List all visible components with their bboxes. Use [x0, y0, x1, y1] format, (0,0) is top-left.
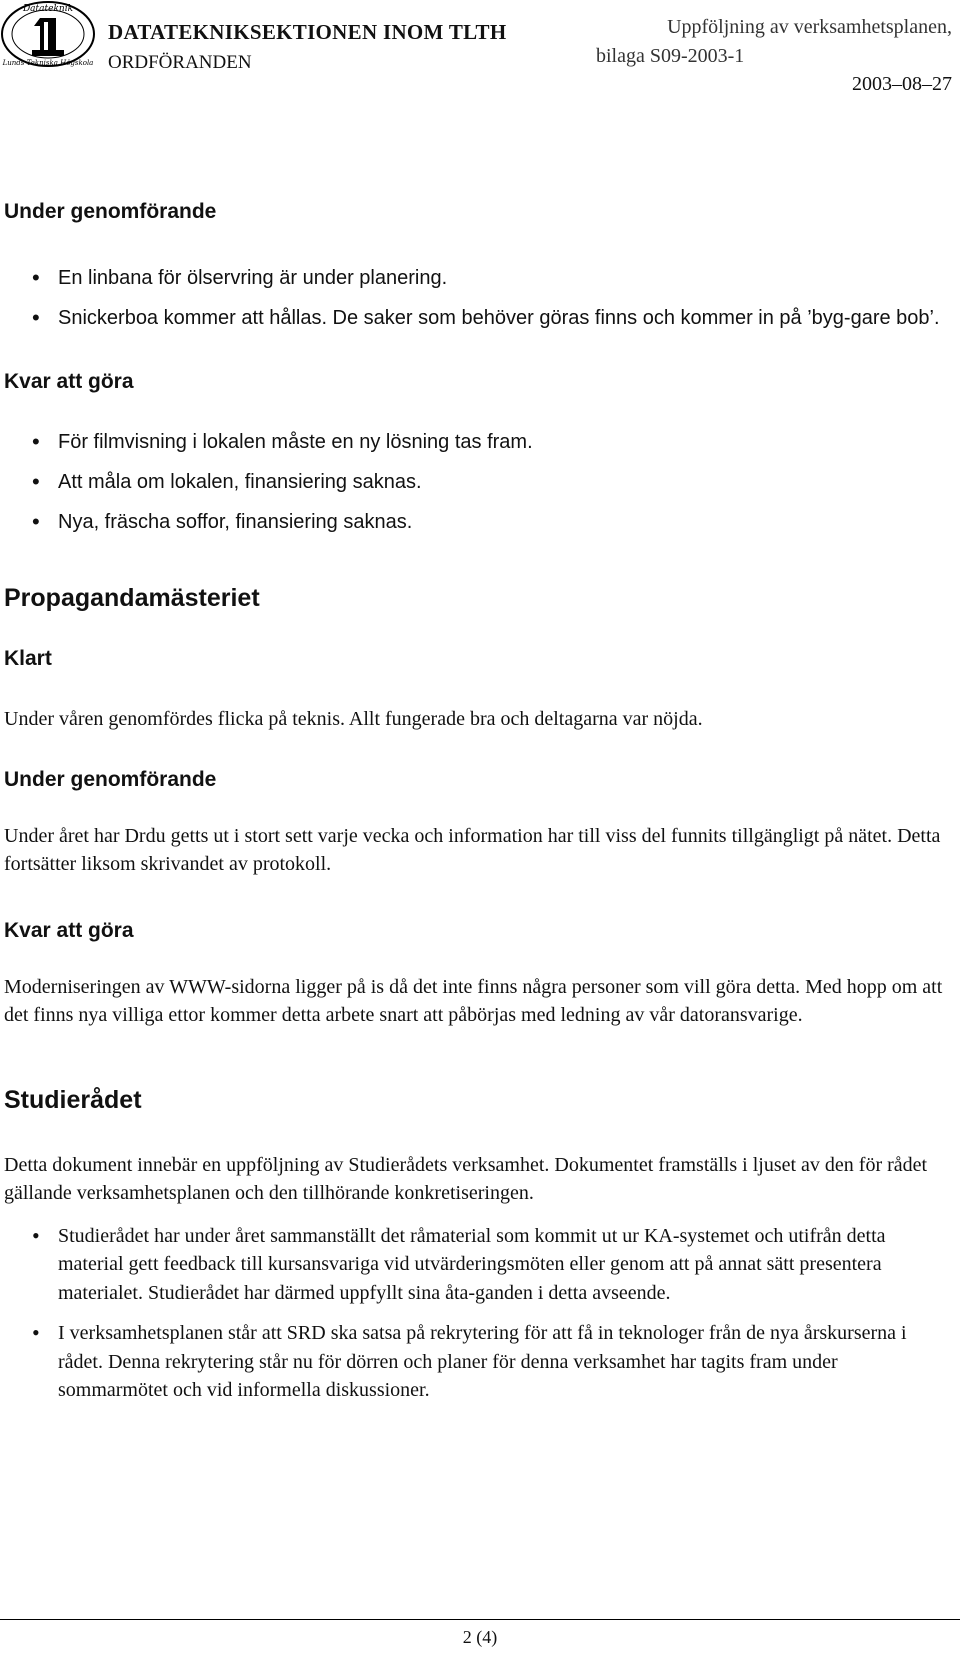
section-heading: Under genomförande	[4, 200, 217, 223]
page-number: 2 (4)	[462, 1627, 498, 1647]
section-heading: Kvar att göra	[4, 370, 134, 393]
list-item: • Att måla om lokalen, finansiering saknas.	[4, 468, 952, 496]
paragraph: Under våren genomfördes flicka på teknis. Allt fungerade bra och deltagarna var nöjda.	[4, 708, 703, 730]
list-item: • En linbana för ölservring är under planering.	[4, 264, 952, 292]
document-body	[4, 200, 952, 1405]
document-title: Uppföljning av verksamhetsplanen,	[667, 16, 952, 38]
list-item: • Snickerboa kommer att hållas. De saker som behöver göras finns och kommer in på ’byg-gare bob’.	[4, 304, 952, 332]
bullet-list	[4, 428, 952, 536]
datateknik-logo-seal	[0, 0, 96, 68]
section-heading: Kvar att göra	[4, 918, 134, 942]
paragraph: Moderniseringen av WWW-sidorna ligger på is då det inte finns några personer som vill göra detta. Med hopp om att det finns nya villiga ettor kommer detta arbete snart att påbörjas med ledning av vår datoransvarige.	[4, 975, 943, 1026]
section-heading: Klart	[4, 647, 52, 670]
list-item: • Studierådet har under året sammanställt det råmaterial som kommit ut ur KA-systemet och utifrån detta material gett feedback till kursansvariga vid utvärderingsmöten eller genom att på annat sätt presentera materialet. Studierådet har därmed uppfyllt sina åta-ganden i detta avseende.	[4, 1222, 952, 1308]
bullet-list	[4, 264, 952, 332]
bullet-list	[4, 1222, 952, 1405]
svg-text:Lunds Tekniska Högskola: Lunds Tekniska Högskola	[2, 59, 94, 67]
section-title: Propagandamästeriet	[4, 584, 260, 612]
list-item: • Nya, fräscha soffor, finansiering saknas.	[4, 508, 952, 536]
paragraph: Under året har Drdu getts ut i stort sett varje vecka och information har till viss del funnits tillgängligt på nätet. Detta fortsätter liksom skrivandet av protokoll.	[4, 824, 941, 875]
svg-text:Datateknik: Datateknik	[22, 4, 74, 14]
section-heading: Under genomförande	[4, 767, 217, 791]
document-date: 2003–08–27	[852, 73, 952, 95]
footer-rule	[0, 1619, 960, 1620]
document-attachment-id: bilaga S09-2003-1	[596, 45, 745, 67]
section-title: Studierådet	[4, 1085, 142, 1114]
paragraph: Detta dokument innebär en uppföljning av Studierådets verksamhet. Dokumentet framställs i ljuset av den för rådet gällande verksamhetsplanen och den tillhörande konkretiseringen.	[4, 1153, 928, 1204]
list-item: • För filmvisning i lokalen måste en ny lösning tas fram.	[4, 428, 952, 456]
organization-name: DATATEKNIKSEKTIONEN INOM TLTH	[108, 20, 507, 44]
author-role: ORDFÖRANDEN	[108, 52, 252, 73]
list-item: • I verksamhetsplanen står att SRD ska satsa på rekrytering för att få in teknologer från de nya årskurserna i rådet. Denna rekrytering står nu för dörren och planer för denna verksamhet har tagits fram under sommarmötet och vid informella diskussioner.	[4, 1319, 952, 1405]
